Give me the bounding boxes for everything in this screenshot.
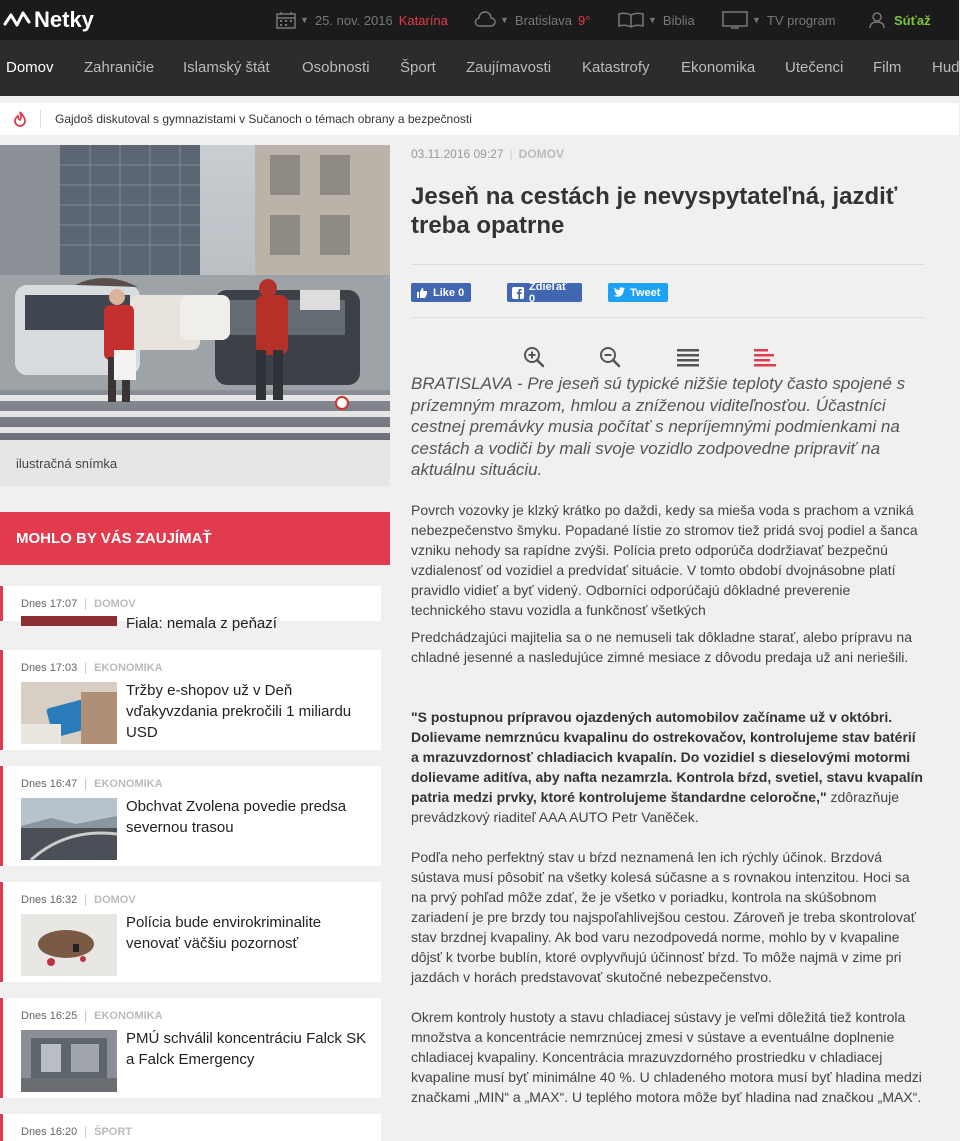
tweet-button[interactable]: Tweet	[608, 283, 668, 302]
nav-item-film[interactable]: Film	[873, 59, 902, 76]
cloud-icon	[474, 12, 496, 28]
contest-label: Súťaž	[894, 12, 931, 28]
news-ticker[interactable]	[0, 103, 959, 135]
bible-link[interactable]	[618, 0, 695, 40]
divider	[411, 317, 925, 318]
weather-temperature: 9°	[578, 12, 591, 28]
card-meta: Dnes 16:32 | DOMOV	[21, 894, 136, 906]
main-navigation	[0, 40, 959, 96]
nav-item-utecenci[interactable]: Utečenci	[785, 59, 844, 76]
align-left-icon[interactable]	[754, 346, 776, 368]
divider	[411, 264, 925, 265]
card-meta: Dnes 16:25 | EKONOMIKA	[21, 1010, 163, 1022]
nameday: Katarína	[398, 12, 448, 28]
facebook-share-button[interactable]: Zdieľať 0	[507, 283, 582, 302]
weather-widget[interactable]	[474, 0, 590, 40]
card-title[interactable]: Tržby e-shopov už v Deň vďakyvzdania prekročili 1 miliardu USD	[126, 682, 352, 741]
article-quote	[411, 707, 927, 827]
nav-item-hudba[interactable]: Hud	[932, 59, 960, 76]
nav-item-osobnosti[interactable]: Osobnosti	[302, 59, 370, 76]
contest-link[interactable]	[868, 0, 931, 40]
card-thumbnail	[21, 616, 117, 626]
card-title[interactable]: Polícia bude envirokriminalite venovať väčšiu pozornosť	[126, 914, 322, 952]
logo-text: Netky	[34, 7, 94, 32]
ticker-headline[interactable]: Gajdoš diskutoval s gymnazistami v Sučanoch o témach obrany a bezpečnosti	[55, 112, 472, 126]
card-thumbnail	[21, 682, 117, 744]
zoom-in-icon[interactable]	[523, 346, 545, 368]
list-item[interactable]	[0, 1114, 381, 1141]
align-justify-icon[interactable]	[677, 346, 699, 368]
chevron-down-icon: ▼	[752, 15, 761, 25]
logo-pulse-icon	[4, 10, 30, 30]
facebook-icon	[512, 287, 524, 299]
article-paragraph: Predchádzajúci majitelia sa o ne nemuseli tak dôkladne starať, alebo prípravu na chladné jesenné a nasledujúce zimné mesiace z dôvodu predaja už ani neriešili.	[411, 629, 912, 665]
quote-text: "S postupnou prípravou ojazdených automobilov začíname už v októbri. Dolievame nemrznúcu kvapalinu do ostrekovačov, kontrolujeme stav batérií a mrazuvzdornosť chladiacich kvapalín. Do vozidiel s dieselovými motormi dolievame aditíva, aby nafta nezamrzla. Kontrola bŕzd, svetiel, stavu kvapalín patria medzi prvky, ktoré kontrolujeme štandardne celoročne,"	[411, 709, 923, 805]
chevron-down-icon: ▼	[500, 15, 509, 25]
nav-item-zaujimavosti[interactable]: Zaujímavosti	[466, 59, 552, 76]
divider	[40, 110, 41, 128]
nav-item-ekonomika[interactable]: Ekonomika	[681, 59, 756, 76]
tv-program-label: TV program	[766, 12, 836, 28]
nav-item-domov[interactable]: Domov	[6, 59, 54, 76]
card-meta: Dnes 16:47 | EKONOMIKA	[21, 778, 163, 790]
list-item[interactable]	[0, 766, 381, 866]
article-headline: Jeseň na cestách je nevyspytateľná, jazdiť treba opatrne	[411, 183, 898, 239]
card-meta: Dnes 17:03 | EKONOMIKA	[21, 662, 163, 674]
recommended-heading: MOHLO BY VÁS ZAUJÍMAŤ	[0, 512, 390, 565]
site-logo[interactable]	[4, 7, 94, 33]
card-title[interactable]: Fiala: nemala z peňazí	[126, 615, 277, 632]
zoom-out-icon[interactable]	[599, 346, 621, 368]
tv-program-link[interactable]	[722, 0, 836, 40]
article-paragraph: Povrch vozovky je klzký krátko po daždi, kedy sa mieša voda s prachom a vzniká nebezpečenstvo šmyku. Popadané lístie zo stromov tiež pridá svoj podiel a šanca vzniku nehody sa rapídne zvýši. Polícia preto odporúča dodržiavať bezpečnú vzdialenosť od vozidiel a predvídať situácie. V tomto období dvojnásobne platí pravidlo vidieť a byť videný. Odborníci odporúčajú dôkladné preverenie technického stavu vozidla a funkčnosť všetkých	[411, 502, 918, 618]
quote-attribution: zdôrazňuje prevádzkový riaditeľ AAA AUTO Petr Vaněček.	[411, 789, 900, 825]
card-meta: Dnes 16:20 | ŠPORT	[21, 1126, 133, 1138]
article-datetime: 03.11.2016 09:27	[411, 147, 504, 161]
nav-item-zahranicie[interactable]: Zahraničie	[84, 59, 155, 76]
card-thumbnail	[21, 798, 117, 860]
card-title[interactable]: Obchvat Zvolena povedie predsa severnou trasou	[126, 798, 347, 836]
date-widget[interactable]	[276, 0, 448, 40]
open-book-icon	[618, 12, 644, 28]
facebook-like-button[interactable]: Like 0	[411, 283, 471, 302]
card-title[interactable]: PMÚ schválil koncentráciu Falck SK a Falck Emergency	[126, 1030, 367, 1068]
article-lead: BRATISLAVA - Pre jeseň sú typické nižšie teploty často spojené s prízemným mrazom, hmlou a zníženou viditeľnosťou. Účastníci cestnej premávky musia počítať s nepríjemnými podmienkami na cestách a vodiči by mali svoje vozidlo zodpovedne pripraviť na aktuálnu situáciu.	[411, 374, 906, 479]
article-category[interactable]: DOMOV	[518, 147, 564, 161]
article-meta: 03.11.2016 09:27 | DOMOV	[411, 147, 564, 161]
flame-icon	[13, 111, 27, 127]
thumbs-up-icon	[416, 287, 428, 299]
nav-item-sport[interactable]: Šport	[400, 59, 436, 76]
nav-item-islamsky-stat[interactable]: Islamský štát	[183, 59, 270, 76]
tv-icon	[722, 11, 748, 29]
article-paragraph: Okrem kontroly hustoty a stavu chladiacej sústavy je veľmi dôležitá tiež kontrola množstva a koncentrácie nemrznúcej zmesi v sústave a eventuálne doplnenie chladiacej kvapaliny. Koncentrácia mrazuvzdorného prostriedku v chladiacej kvapaline musí byť minimálne 40 %. U chladeného motora musí byť hladina medzi značkami „MIN“ a „MAX“. U teplého motora môže byť hladina nad značkou „MAX“.	[411, 1009, 922, 1105]
list-item[interactable]	[0, 586, 381, 632]
card-thumbnail	[21, 1030, 117, 1092]
bible-label: Biblia	[662, 12, 695, 28]
user-icon	[868, 11, 886, 29]
chevron-down-icon: ▼	[300, 15, 309, 25]
nav-item-katastrofy[interactable]: Katastrofy	[582, 59, 650, 76]
list-item[interactable]	[0, 650, 381, 750]
calendar-icon	[276, 11, 296, 29]
current-date: 25. nov. 2016	[314, 12, 393, 28]
article-hero-image	[0, 145, 390, 440]
image-caption: ilustračná snímka	[0, 440, 390, 486]
article-paragraph: Podľa neho perfektný stav u bŕzd neznamená len ich rýchly účinok. Brzdová sústava musí pôsobiť na všetky kolesá súčasne a s rovnakou intenzitou. Hoci sa na prvý pohľad môže zdať, že je všetko v poriadku, kontrola na skúšobnom zariadení je pre brzdy tou najspoľahlivejšou cestou. Zároveň je treba skontrolovať stav brzdnej kvapaliny. Ak bod varu nezodpovedá norme, mohlo by v kvapaline dôjsť k tvorbe bublín, ktoré ovplyvňujú účinnosť bŕzd. To môže najmä v zime pri jazdách v horách predstavovať skutočné nebezpečenstvo.	[411, 849, 917, 985]
top-bar	[0, 0, 959, 40]
card-meta: Dnes 17:07 | DOMOV	[21, 598, 136, 610]
list-item[interactable]	[0, 882, 381, 982]
list-item[interactable]	[0, 998, 381, 1098]
weather-city: Bratislava	[514, 12, 572, 28]
card-thumbnail	[21, 914, 117, 976]
twitter-bird-icon	[613, 287, 625, 298]
chevron-down-icon: ▼	[648, 15, 657, 25]
